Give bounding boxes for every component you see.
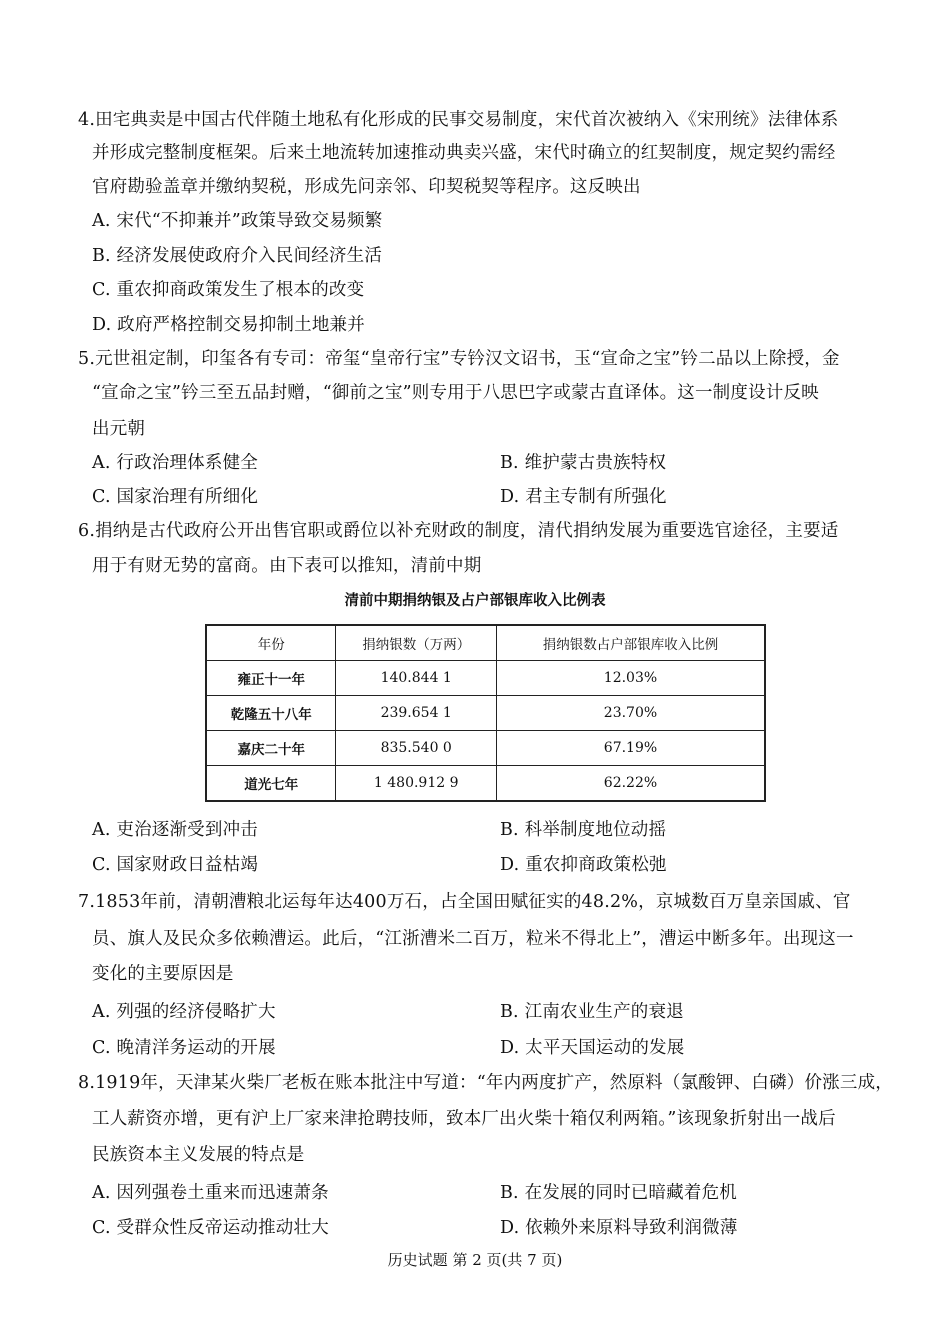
question-5-option-d: D. 君主专制有所强化 xyxy=(500,487,667,507)
table-row xyxy=(206,661,765,696)
question-6-option-d: D. 重农抑商政策松弛 xyxy=(500,855,667,875)
table-cell-amount: 1 480.912 9 xyxy=(336,766,497,802)
question-8-option-b: B. 在发展的同时已暗藏着危机 xyxy=(500,1183,737,1203)
question-7-option-d: D. 太平天国运动的发展 xyxy=(500,1038,685,1058)
table-cell-ratio: 67.19% xyxy=(496,731,765,766)
table-header-ratio: 捐纳银数占户部银库收入比例 xyxy=(496,625,765,661)
page-footer: 历史试题 第 2 页(共 7 页) xyxy=(387,1251,563,1269)
table-title: 清前中期捐纳银及占户部银库收入比例表 xyxy=(344,593,606,609)
table-cell-amount: 140.844 1 xyxy=(336,661,497,696)
table-header-year: 年份 xyxy=(206,625,336,661)
question-7-option-c: C. 晚清洋务运动的开展 xyxy=(92,1038,276,1058)
question-8-option-d: D. 依赖外来原料导致利润微薄 xyxy=(500,1218,738,1238)
question-4-option-c: C. 重农抑商政策发生了根本的改变 xyxy=(92,280,365,300)
question-4-option-d: D. 政府严格控制交易抑制土地兼并 xyxy=(92,315,365,335)
question-5-option-c: C. 国家治理有所细化 xyxy=(92,487,259,507)
table-row xyxy=(206,696,765,731)
question-7-stem-line-1: 7.1853年前，清朝漕粮北运每年达400万石，占全国田赋征实的48.2%，京城数百万皇亲国戚、官 xyxy=(78,892,851,912)
question-4-stem-line-1: 4.田宅典卖是中国古代伴随土地私有化形成的民事交易制度，宋代首次被纳入《宋刑统》法律体系 xyxy=(78,110,839,130)
table-cell-year: 雍正十一年 xyxy=(206,661,336,696)
question-7-stem-line-2: 员、旗人及民众多依赖漕运。此后，“江浙漕米二百万，粒米不得北上”，漕运中断多年。出现这一 xyxy=(92,929,854,949)
question-4-stem-line-2: 并形成完整制度框架。后来土地流转加速推动典卖兴盛，宋代时确立的红契制度，规定契约需经 xyxy=(92,143,836,163)
question-5-stem-line-1: 5.元世祖定制，印玺各有专司：帝玺“皇帝行宝”专钤汉文诏书，玉“宣命之宝”钤二品以上除授，金 xyxy=(78,349,840,369)
table-cell-ratio: 23.70% xyxy=(496,696,765,731)
table-cell-amount: 239.654 1 xyxy=(336,696,497,731)
question-7-stem-line-3: 变化的主要原因是 xyxy=(92,964,234,984)
question-6-stem-line-1: 6.捐纳是古代政府公开出售官职或爵位以补充财政的制度，清代捐纳发展为重要选官途径，主要适 xyxy=(78,521,839,541)
question-8-option-c: C. 受群众性反帝运动推动壮大 xyxy=(92,1218,329,1238)
table-row xyxy=(206,731,765,766)
question-4-option-a: A. 宋代“不抑兼并”政策导致交易频繁 xyxy=(92,211,383,231)
question-7-option-a: A. 列强的经济侵略扩大 xyxy=(92,1002,276,1022)
table-row xyxy=(206,766,765,802)
question-8-stem-line-3: 民族资本主义发展的特点是 xyxy=(92,1145,305,1165)
table-header-amount: 捐纳银数（万两） xyxy=(336,625,497,661)
question-4-option-b: B. 经济发展使政府介入民间经济生活 xyxy=(92,246,383,266)
question-7-option-b: B. 江南农业生产的衰退 xyxy=(500,1002,684,1022)
question-5-option-b: B. 维护蒙古贵族特权 xyxy=(500,453,667,473)
question-6-option-a: A. 吏治逐渐受到冲击 xyxy=(92,820,258,840)
table-header-row xyxy=(206,625,765,661)
table-cell-year: 道光七年 xyxy=(206,766,336,802)
table-cell-year: 嘉庆二十年 xyxy=(206,731,336,766)
question-6-option-b: B. 科举制度地位动摇 xyxy=(500,820,667,840)
question-4-stem-line-3: 官府勘验盖章并缴纳契税，形成先问亲邻、印契税契等程序。这反映出 xyxy=(92,177,641,197)
donation-silver-table xyxy=(205,624,766,802)
question-8-stem-line-2: 工人薪资亦增，更有沪上厂家来津抢聘技师，致本厂出火柴十箱仅利两箱。”该现象折射出一战后 xyxy=(92,1109,836,1129)
question-5-stem-line-3: 出元朝 xyxy=(92,419,146,439)
question-5-stem-line-2: “宣命之宝”钤三至五品封赠，“御前之宝”则专用于八思巴字或蒙古直译体。这一制度设计反映 xyxy=(92,383,819,403)
question-8-stem-line-1: 8.1919年，天津某火柴厂老板在账本批注中写道：“年内两度扩产，然原料（氯酸钾、白磷）价涨三成， xyxy=(78,1073,893,1093)
table-cell-ratio: 62.22% xyxy=(496,766,765,802)
question-6-stem-line-2: 用于有财无势的富商。由下表可以推知，清前中期 xyxy=(92,556,482,576)
table-cell-amount: 835.540 0 xyxy=(336,731,497,766)
table-cell-year: 乾隆五十八年 xyxy=(206,696,336,731)
question-5-option-a: A. 行政治理体系健全 xyxy=(92,453,258,473)
question-6-option-c: C. 国家财政日益枯竭 xyxy=(92,855,259,875)
question-8-option-a: A. 因列强卷土重来而迅速萧条 xyxy=(92,1183,329,1203)
table-cell-ratio: 12.03% xyxy=(496,661,765,696)
